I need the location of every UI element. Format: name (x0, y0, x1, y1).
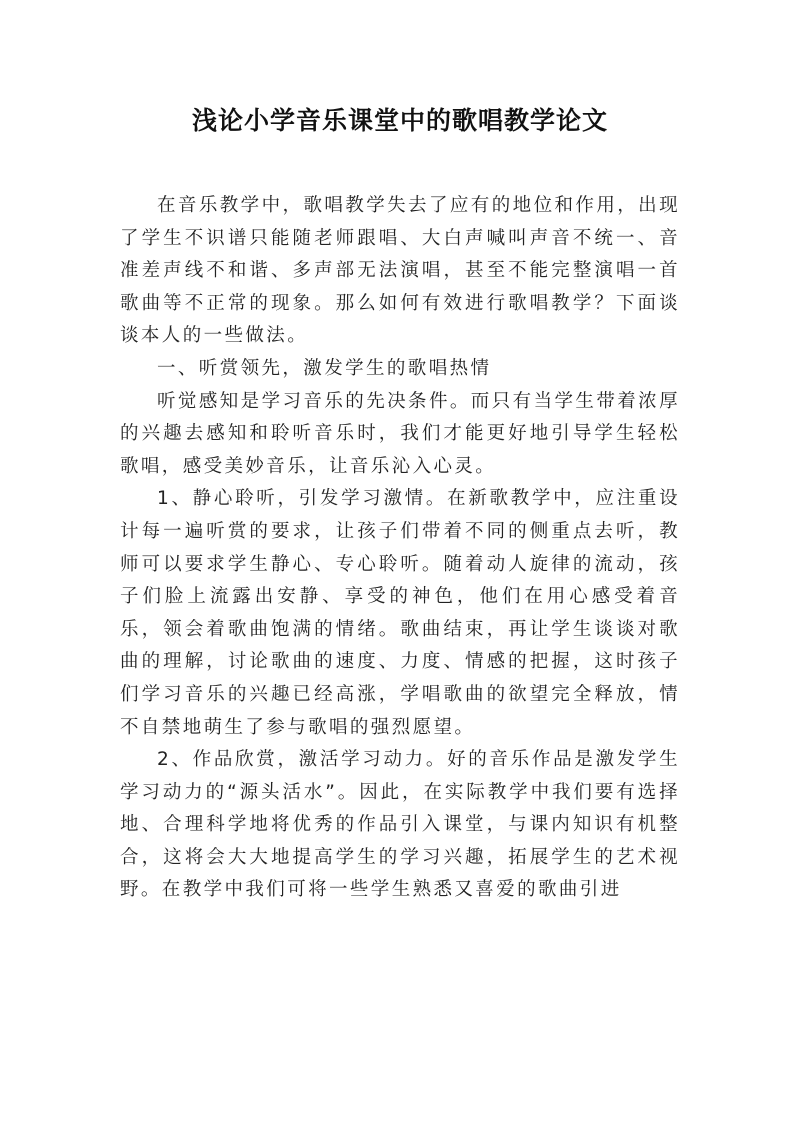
paragraph-point-2: 2、作品欣赏，激活学习动力。好的音乐作品是激发学生学习动力的“源头活水”。因此，在实际教学中我们要有选择地、合理科学地将优秀的作品引入课堂，与课内知识有机整合，这将会大大地提高学生的学习兴趣，拓展学生的艺术视野。在教学中我们可将一些学生熟悉又喜爱的歌曲引进 (120, 749, 680, 901)
document-title: 浅论小学音乐课堂中的歌唱教学论文 (191, 106, 608, 135)
paragraph-point-1: 1、静心聆听，引发学习激情。在新歌教学中，应注重设计每一遍听赏的要求，让孩子们带着不同的侧重点去听，教师可以要求学生静心、专心聆听。随着动人旋律的流动，孩子们脸上流露出安静、享受的神色，他们在用心感受着音乐，领会着歌曲饱满的情绪。歌曲结束，再让学生谈谈对歌曲的理解，讨论歌曲的速度、力度、情感的把握，这时孩子们学习音乐的兴趣已经高涨，学唱歌曲的欲望完全释放，情不自禁地萌生了参与歌唱的强烈愿望。 (120, 488, 680, 738)
paragraph-intro: 在音乐教学中，歌唱教学失去了应有的地位和作用，出现了学生不识谱只能随老师跟唱、大白声喊叫声音不统一、音准差声线不和谐、多声部无法演唱，甚至不能完整演唱一首歌曲等不正常的现象。那么如何有效进行歌唱教学？下面谈谈本人的一些做法。 (120, 195, 680, 347)
section-heading-1: 一、听赏领先，激发学生的歌唱热情 (157, 357, 492, 379)
document-body (120, 190, 680, 907)
paragraph-listening: 听觉感知是学习音乐的先决条件。而只有当学生带着浓厚的兴趣去感知和聆听音乐时，我们才能更好地引导学生轻松歌唱，感受美妙音乐，让音乐沁入心灵。 (120, 390, 680, 477)
